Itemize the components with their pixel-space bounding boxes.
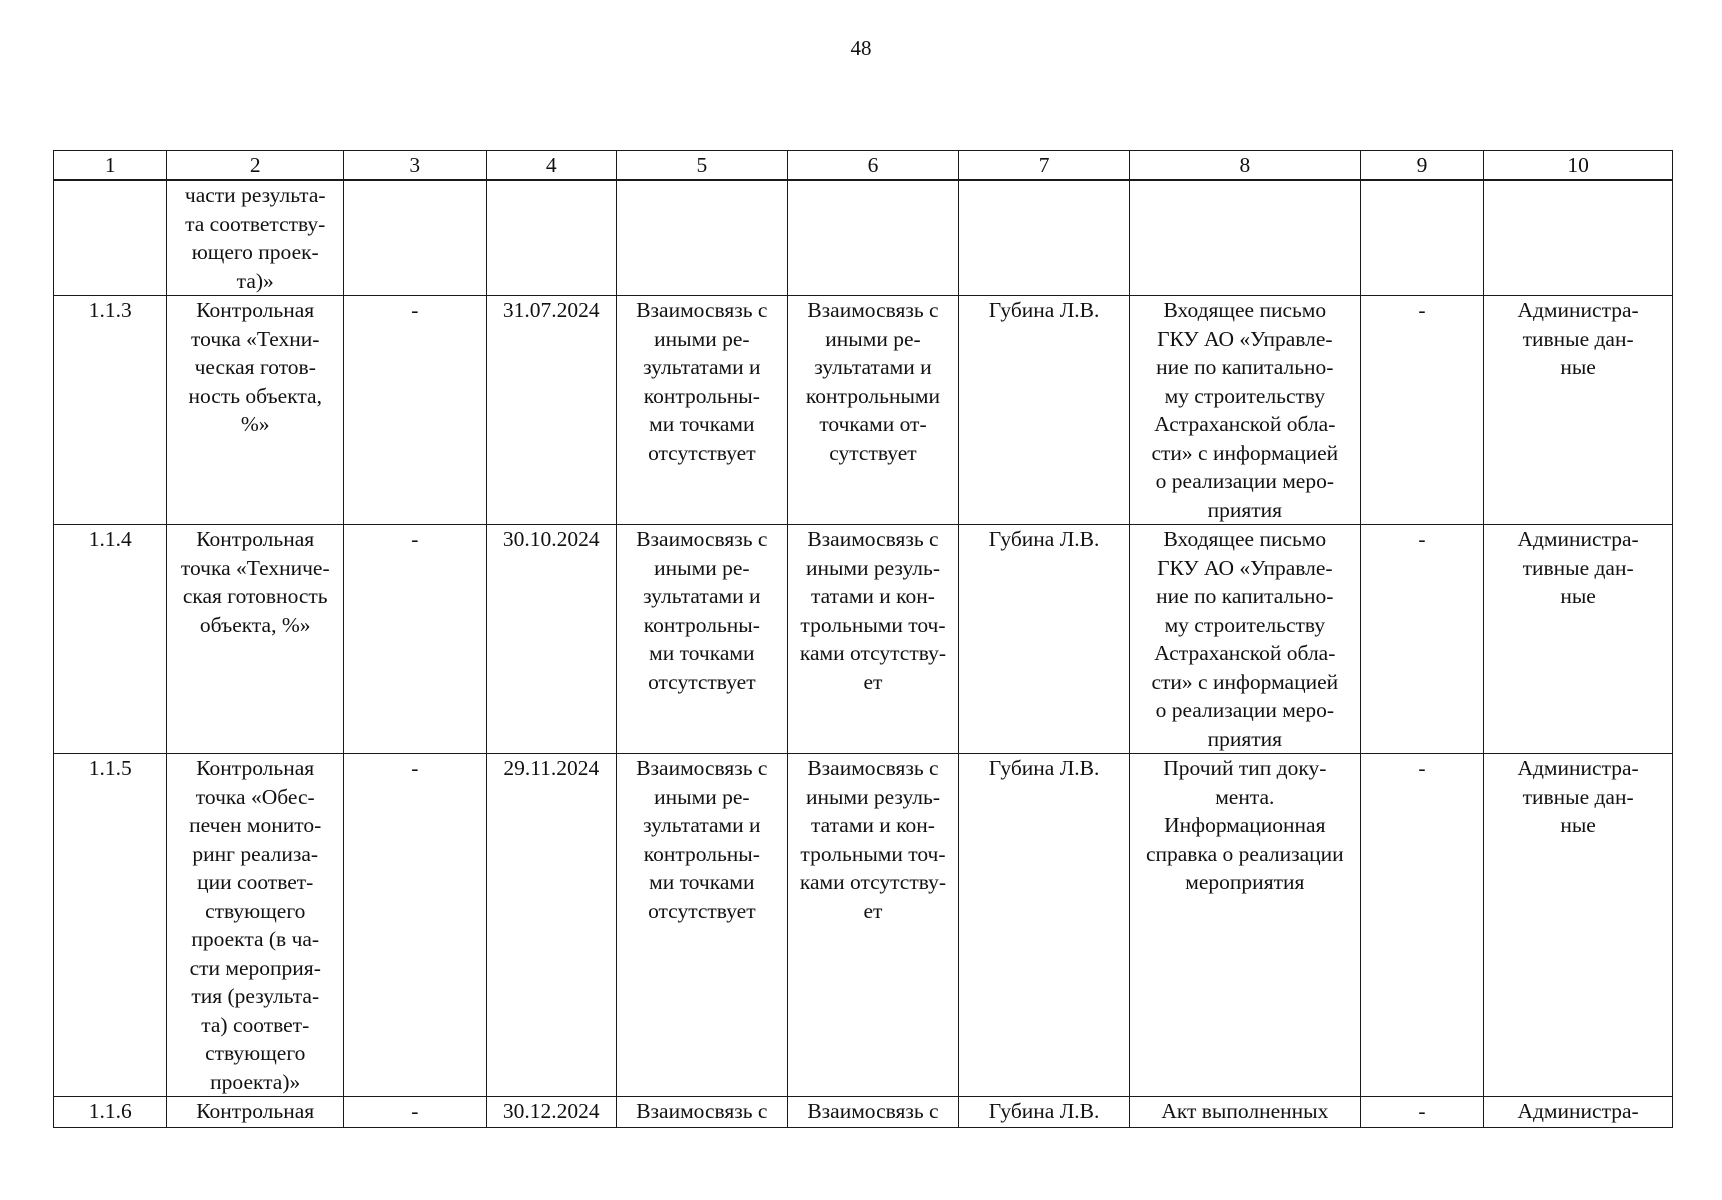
cell-text: Администра- тивные дан- ные: [1517, 756, 1639, 837]
table-cell: [959, 296, 1130, 525]
row-number: [54, 754, 167, 1097]
table-cell: [1360, 180, 1483, 296]
cell-text: Взаимосвязь с: [807, 1099, 939, 1123]
table-row: [54, 525, 1673, 754]
table-cell: [1129, 180, 1360, 296]
header-row: [54, 151, 1673, 181]
column-header: 7: [959, 151, 1130, 181]
table-cell: [167, 754, 344, 1097]
row-number: [54, 1097, 167, 1128]
cell-text: Администра-: [1517, 1099, 1639, 1123]
cell-text: -: [1418, 756, 1426, 780]
cell-text: Губина Л.В.: [988, 298, 1100, 322]
page-number: 48: [850, 36, 872, 60]
table-cell: [959, 1097, 1130, 1128]
table-cell: [1129, 754, 1360, 1097]
cell-text: -: [1418, 1099, 1426, 1123]
cell-text: Прочий тип доку- мента. Информационная справка о реализации мероприятия: [1145, 756, 1344, 894]
cell-text: Контрольная точка «Техни- ческая готов- ность объекта, %»: [188, 298, 322, 436]
column-header: 1: [54, 151, 167, 181]
table-cell: [167, 296, 344, 525]
cell-text: Взаимосвязь с иными ре- зультатами и контрольны- ми точками отсутствует: [636, 527, 768, 694]
table-cell: [1360, 296, 1483, 525]
cell-text: -: [1418, 527, 1426, 551]
table-cell: [344, 525, 487, 754]
cell-text: 1.1.3: [88, 298, 132, 322]
cell-text: Администра- тивные дан- ные: [1517, 527, 1639, 608]
table-row: [54, 296, 1673, 525]
cell-text: Губина Л.В.: [988, 756, 1100, 780]
table-cell: [617, 1097, 788, 1128]
cell-text: Взаимосвязь с иными ре- зультатами и контрольны- ми точками отсутствует: [636, 756, 768, 923]
column-header: 8: [1129, 151, 1360, 181]
table-cell: [344, 296, 487, 525]
table-cell: [1129, 525, 1360, 754]
table-cell: [617, 525, 788, 754]
cell-text: Взаимосвязь с иными ре- зультатами и контрольны- ми точками отсутствует: [636, 298, 768, 465]
cell-text: Контрольная точка «Техниче- ская готовность объекта, %»: [180, 527, 330, 637]
table-cell: [167, 1097, 344, 1128]
data-table: [53, 150, 1673, 1128]
date-cell: [486, 1097, 616, 1128]
column-header: 2: [167, 151, 344, 181]
cell-text: 1.1.6: [88, 1099, 132, 1123]
date-cell: [486, 525, 616, 754]
table-row-continuation: [54, 180, 1673, 296]
table-cell: [1484, 296, 1673, 525]
column-header: 3: [344, 151, 487, 181]
table-cell: [617, 180, 788, 296]
table-cell: [167, 525, 344, 754]
row-number: [54, 296, 167, 525]
date-cell: [486, 296, 616, 525]
table-cell: [787, 754, 959, 1097]
cell-text: 29.11.2024: [503, 756, 600, 780]
column-header: 4: [486, 151, 616, 181]
cell-text: Губина Л.В.: [988, 527, 1100, 551]
cell-text: Взаимосвязь с: [636, 1099, 768, 1123]
column-header: 10: [1484, 151, 1673, 181]
cell-text: Взаимосвязь с иными резуль- татами и кон- трольными точ- ками отсутству- ет: [799, 527, 947, 694]
table-cell: [959, 525, 1130, 754]
cell-text: -: [411, 1099, 419, 1123]
table-cell: [54, 180, 167, 296]
date-cell: [486, 754, 616, 1097]
table-cell: [344, 1097, 487, 1128]
column-header: 9: [1360, 151, 1483, 181]
table-cell: [1129, 1097, 1360, 1128]
cell-text: Контрольная: [196, 1099, 315, 1123]
table-cell: [1360, 1097, 1483, 1128]
cell-text: части результа- та соответству- ющего проек- та)»: [184, 183, 326, 293]
table-cell: [1484, 180, 1673, 296]
cell-text: Взаимосвязь с иными ре- зультатами и контрольными точками от- сутствует: [805, 298, 941, 465]
table-row: [54, 754, 1673, 1097]
cell-text: Входящее письмо ГКУ АО «Управле- ние по капитально- му строительству Астраханской обла- сти» с информацией о реализации меро- приятия: [1151, 527, 1339, 751]
table-cell: [344, 180, 487, 296]
table-cell: [959, 754, 1130, 1097]
cell-text: 30.12.2024: [502, 1099, 600, 1123]
cell-text: -: [411, 298, 419, 322]
cell-text: -: [411, 527, 419, 551]
table-cell: [787, 1097, 959, 1128]
table-cell: [1360, 754, 1483, 1097]
column-header: 6: [787, 151, 959, 181]
cell-text: 31.07.2024: [502, 298, 600, 322]
table-cell: [787, 296, 959, 525]
cell-text: Администра- тивные дан- ные: [1517, 298, 1639, 379]
table-cell: [959, 180, 1130, 296]
column-header: 5: [617, 151, 788, 181]
table-cell: [344, 754, 487, 1097]
cell-text: Контрольная точка «Обес- печен монито- ринг реализа- ции соответ- ствующего проекта (в ча- сти мероприя- тия (результа- та) соответ- ствующего проекта)»: [189, 756, 322, 1094]
row-number: [54, 525, 167, 754]
table-cell: [1484, 525, 1673, 754]
table-cell: [787, 525, 959, 754]
cell-text: Взаимосвязь с иными резуль- татами и кон- трольными точ- ками отсутству- ет: [799, 756, 947, 923]
cell-text: Входящее письмо ГКУ АО «Управле- ние по капитально- му строительству Астраханской обла- сти» с информацией о реализации меро- приятия: [1151, 298, 1339, 522]
table-cell: [486, 180, 616, 296]
cell-text: 1.1.4: [88, 527, 132, 551]
table-cell: [787, 180, 959, 296]
cell-text: -: [411, 756, 419, 780]
cell-text: Акт выполненных: [1161, 1099, 1329, 1123]
table-cell: [167, 180, 344, 296]
table-cell: [1360, 525, 1483, 754]
table-row: [54, 1097, 1673, 1128]
table-cell: [1484, 754, 1673, 1097]
table-cell: [617, 296, 788, 525]
table-cell: [1484, 1097, 1673, 1128]
table-cell: [617, 754, 788, 1097]
cell-text: 1.1.5: [88, 756, 132, 780]
table-cell: [1129, 296, 1360, 525]
cell-text: 30.10.2024: [502, 527, 600, 551]
cell-text: -: [1418, 298, 1426, 322]
cell-text: Губина Л.В.: [988, 1099, 1100, 1123]
